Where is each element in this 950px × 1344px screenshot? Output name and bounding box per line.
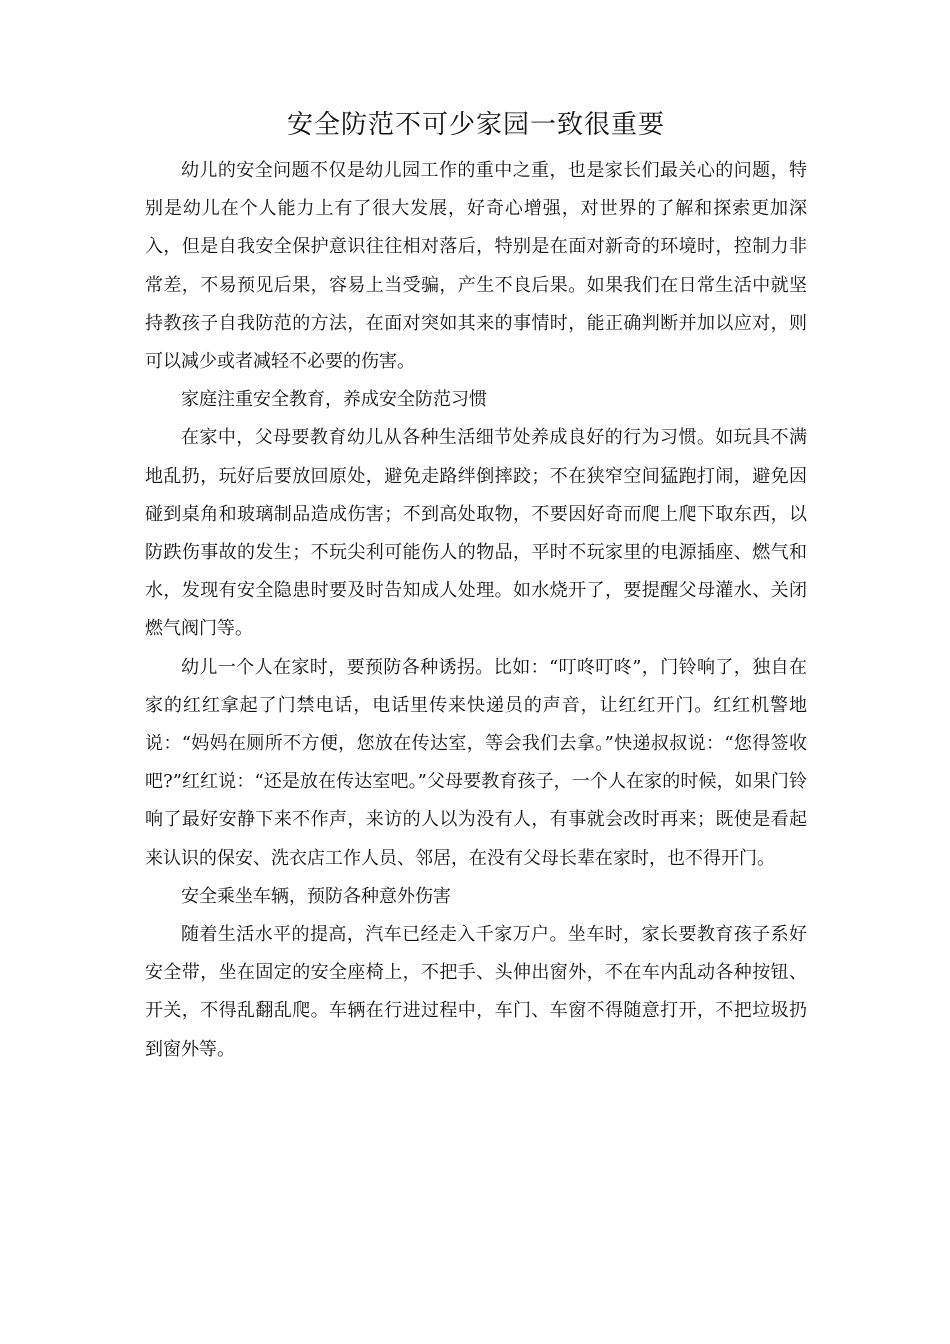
home-safety-paragraph: 在家中，父母要教育幼儿从各种生活细节处养成良好的行为习惯。如玩具不满地乱扔，玩好后要放回原处，避免走路绊倒摔跤；不在狭窄空间猛跑打闹，避免因碰到桌角和玻璃制品造成伤害；不到高处取物，不要因好奇而爬上爬下取东西，以防跌伤事故的发生；不玩尖利可能伤人的物品，平时不玩家里的电源插座、燃气和水，发现有安全隐患时要及时告知成人处理。如水烧开了，要提醒父母灌水、关闭燃气阀门等。	[145, 427, 807, 640]
alone-at-home-paragraph: 幼儿一个人在家时，要预防各种诱拐。比如：“叮咚叮咚”，门铃响了，独自在家的红红拿起了门禁电话，电话里传来快递员的声音，让红红开门。红红机警地说：“妈妈在厕所不方便，您放在传达室，等会我们去拿。”快递叔叔说：“您得签收吧?”红红说：“还是放在传达室吧。”父母要教育孩子，一个人在家的时候，如果门铃响了最好安静下来不作声，来访的人以为没有人，有事就会改时再来；既使是看起来认识的保安、洗衣店工作人员、邻居，在没有父母长辈在家时，也不得开门。	[145, 656, 807, 869]
section-heading-home-safety: 家庭注重安全教育，养成安全防范习惯	[181, 389, 487, 411]
document-title: 安全防范不可少家园一致很重要	[286, 110, 665, 140]
intro-paragraph: 幼儿的安全问题不仅是幼儿园工作的重中之重，也是家长们最关心的问题，特别是幼儿在个人能力上有了很大发展，好奇心增强，对世界的了解和探索更加深入，但是自我安全保护意识往往相对落后，特别是在面对新奇的环境时，控制力非常差，不易预见后果，容易上当受骗，产生不良后果。如果我们在日常生活中就坚持教孩子自我防范的方法，在面对突如其来的事情时，能正确判断并加以应对，则可以减少或者减轻不必要的伤害。	[145, 160, 807, 373]
document-page	[145, 100, 807, 1069]
section-heading-vehicle-safety: 安全乘坐车辆，预防各种意外伤害	[181, 885, 451, 907]
vehicle-safety-paragraph: 随着生活水平的提高，汽车已经走入千家万户。坐车时，家长要教育孩子系好安全带，坐在固定的安全座椅上，不把手、头伸出窗外，不在车内乱动各种按钮、开关，不得乱翻乱爬。车辆在行进过程中，车门、车窗不得随意打开，不把垃圾扔到窗外等。	[145, 924, 807, 1060]
